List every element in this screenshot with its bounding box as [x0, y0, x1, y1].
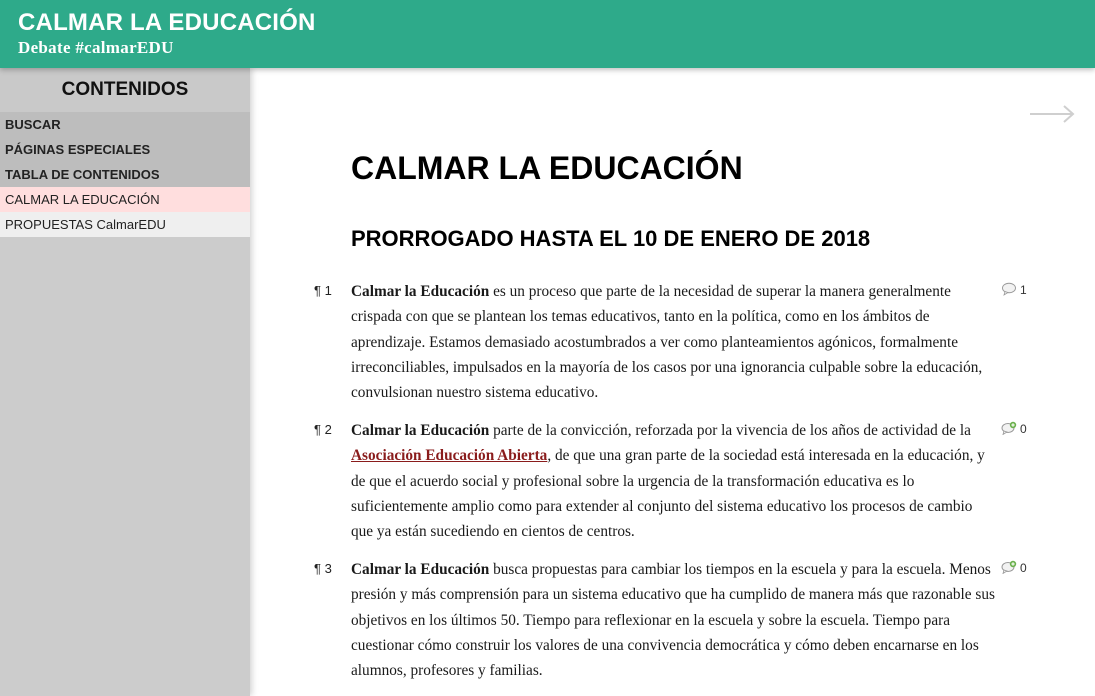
sidebar-heading: CONTENIDOS: [0, 68, 250, 112]
asociacion-link[interactable]: Asociación Educación Abierta: [351, 447, 548, 465]
paragraph-number[interactable]: ¶ 2: [314, 422, 332, 437]
paragraph-text: [351, 557, 996, 683]
paragraph-lead: Calmar la Educación: [351, 561, 490, 578]
top-header: [0, 0, 1095, 68]
page-title: CALMAR LA EDUCACIÓN: [351, 150, 743, 186]
paragraph-number[interactable]: ¶ 1: [314, 283, 332, 298]
comment-count: 0: [1020, 561, 1027, 575]
add-comment-button[interactable]: [1001, 420, 1027, 438]
paragraph-body: busca propuestas para cambiar los tiempos en la escuela y para la escuela. Menos presión y más comprensión para un sistema educativo que ha cumplido de manera más que razonable sus objetivos en los últimos 50. Tiempo para reflexionar en la escuela y sobre la escuela. Tiempo para cuestionar cómo construir los valores de una convivencia democrática y cómo deben encarnarse en los alumnos, profesores y familias.: [351, 561, 995, 680]
site-subtitle: Debate #calmarEDU: [18, 38, 174, 57]
speech-bubble-add-icon: [1001, 560, 1017, 577]
sidebar-item-calmar-la-educacion[interactable]: CALMAR LA EDUCACIÓN: [0, 187, 250, 212]
paragraph-body: es un proceso que parte de la necesidad de superar la manera generalmente crispada con que se plantean los temas educativos, tanto en la política, como en los ámbitos de aprendizaje. Estamos demasiado acostumbrados a ver como planteamientos agónicos, formalmente irreconciliables, impulsados en la mayoría de los casos por una ignorancia culpable sobre la educación, convulsionan nuestro sistema educativo.: [351, 283, 983, 402]
sidebar-item-propuestas[interactable]: PROPUESTAS CalmarEDU: [0, 212, 250, 237]
speech-bubble-add-icon: [1001, 421, 1017, 438]
section-title: PRORROGADO HASTA EL 10 DE ENERO DE 2018: [351, 226, 871, 251]
sidebar-item-tabla-de-contenidos[interactable]: TABLA DE CONTENIDOS: [0, 162, 250, 187]
sidebar-item-paginas-especiales[interactable]: PÁGINAS ESPECIALES: [0, 137, 250, 162]
add-comment-button[interactable]: [1001, 559, 1027, 577]
sidebar: [0, 68, 250, 696]
paragraph-text: [351, 418, 996, 544]
main-content: [250, 68, 1095, 696]
comment-count: 0: [1020, 422, 1027, 436]
paragraph-body-continued: , de que una gran parte de la sociedad está interesada en la educación, y de que el acuerdo social y profesional sobre la urgencia de la transformación educativa es lo suficientemente amplio como para extender al conjunto del sistema educativo los procesos de cambio que ya están sucediendo en cientos de centros.: [351, 447, 985, 541]
comment-count: 1: [1020, 283, 1027, 297]
comment-count-button[interactable]: [1001, 281, 1027, 299]
paragraph-text: [351, 279, 996, 405]
paragraph-body: parte de la convicción, reforzada por la vivencia de los años de actividad de la: [489, 422, 971, 439]
sidebar-item-buscar[interactable]: BUSCAR: [0, 112, 250, 137]
arrow-right-icon[interactable]: [1028, 94, 1078, 134]
paragraph-lead: Calmar la Educación: [351, 283, 490, 300]
paragraph-lead: Calmar la Educación: [351, 422, 490, 439]
speech-bubble-icon: [1001, 282, 1017, 299]
site-title[interactable]: CALMAR LA EDUCACIÓN: [18, 9, 316, 36]
paragraph-number[interactable]: ¶ 3: [314, 561, 332, 576]
